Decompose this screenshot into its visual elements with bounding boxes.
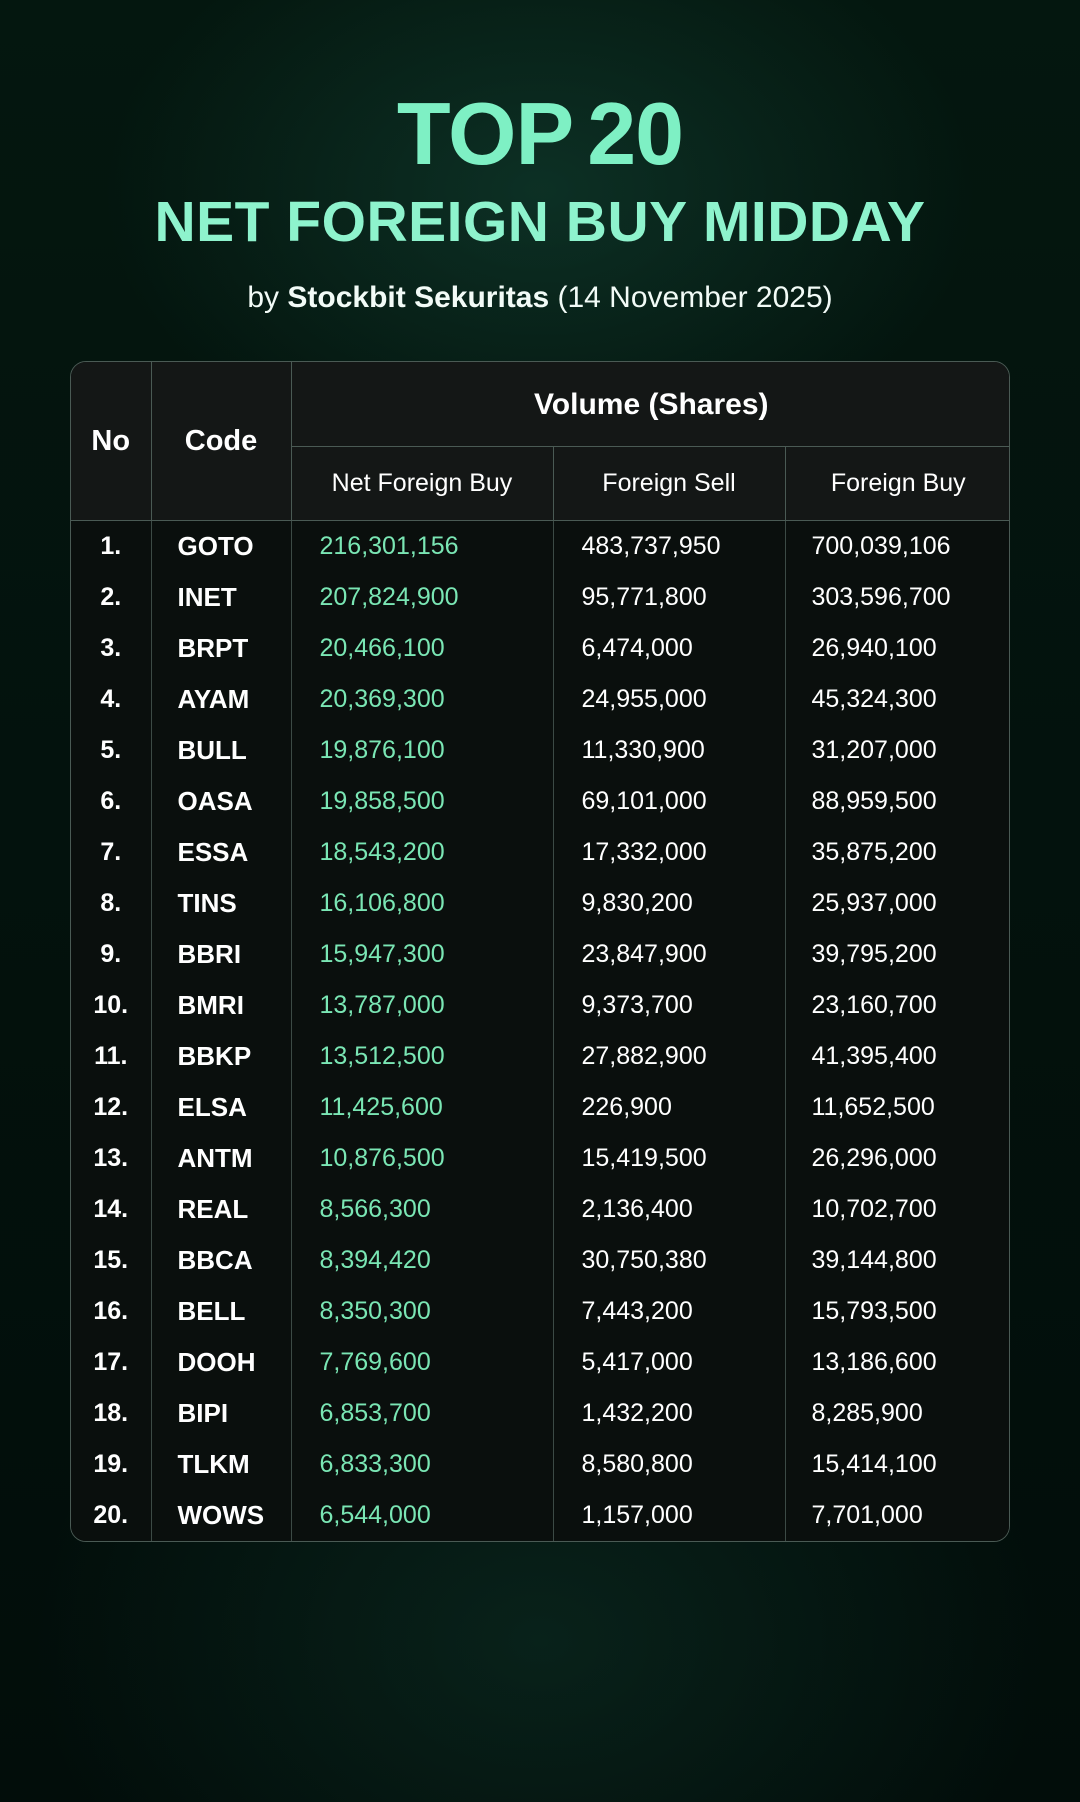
column-header-net-foreign-buy: Net Foreign Buy [291,447,553,521]
row-foreign-sell: 5,417,000 [553,1337,785,1388]
row-foreign-buy: 15,793,500 [785,1286,1010,1337]
column-header-no: No [71,362,151,520]
table-row [71,521,1010,572]
row-net-foreign-buy: 7,769,600 [291,1337,553,1388]
row-foreign-sell: 9,373,700 [553,980,785,1031]
table-body [71,521,1010,1541]
row-number: 20. [71,1490,151,1541]
byline [0,281,1080,315]
row-number: 6. [71,776,151,827]
row-number: 18. [71,1388,151,1439]
row-foreign-buy: 10,702,700 [785,1184,1010,1235]
row-number: 11. [71,1031,151,1082]
row-number: 12. [71,1082,151,1133]
table-row [71,1388,1010,1439]
row-foreign-sell: 483,737,950 [553,521,785,572]
row-foreign-sell: 27,882,900 [553,1031,785,1082]
table-row [71,1133,1010,1184]
row-ticker-code: REAL [151,1184,291,1235]
row-foreign-sell: 95,771,800 [553,572,785,623]
row-number: 7. [71,827,151,878]
title-number: 20 [587,84,684,183]
row-foreign-buy: 41,395,400 [785,1031,1010,1082]
row-net-foreign-buy: 20,466,100 [291,623,553,674]
row-foreign-buy: 26,940,100 [785,623,1010,674]
row-foreign-sell: 23,847,900 [553,929,785,980]
row-foreign-sell: 15,419,500 [553,1133,785,1184]
row-ticker-code: BBCA [151,1235,291,1286]
table-row [71,725,1010,776]
row-net-foreign-buy: 207,824,900 [291,572,553,623]
row-number: 15. [71,1235,151,1286]
row-foreign-buy: 7,701,000 [785,1490,1010,1541]
row-ticker-code: BULL [151,725,291,776]
row-foreign-buy: 45,324,300 [785,674,1010,725]
row-net-foreign-buy: 19,876,100 [291,725,553,776]
row-ticker-code: DOOH [151,1337,291,1388]
row-ticker-code: GOTO [151,521,291,572]
row-ticker-code: ANTM [151,1133,291,1184]
row-ticker-code: AYAM [151,674,291,725]
row-foreign-buy: 303,596,700 [785,572,1010,623]
row-foreign-buy: 23,160,700 [785,980,1010,1031]
table-row [71,1184,1010,1235]
row-net-foreign-buy: 10,876,500 [291,1133,553,1184]
page-title [0,84,1080,183]
row-net-foreign-buy: 18,543,200 [291,827,553,878]
row-net-foreign-buy: 13,787,000 [291,980,553,1031]
row-ticker-code: INET [151,572,291,623]
column-header-code: Code [151,362,291,520]
table-row [71,1286,1010,1337]
row-net-foreign-buy: 20,369,300 [291,674,553,725]
row-ticker-code: BELL [151,1286,291,1337]
row-foreign-buy: 39,144,800 [785,1235,1010,1286]
column-group-header-volume: Volume (Shares) [291,362,1010,447]
row-foreign-buy: 88,959,500 [785,776,1010,827]
row-net-foreign-buy: 16,106,800 [291,878,553,929]
row-foreign-buy: 25,937,000 [785,878,1010,929]
table-row [71,674,1010,725]
row-foreign-sell: 7,443,200 [553,1286,785,1337]
row-ticker-code: WOWS [151,1490,291,1541]
row-foreign-buy: 700,039,106 [785,521,1010,572]
row-ticker-code: BRPT [151,623,291,674]
row-number: 14. [71,1184,151,1235]
table-head [71,362,1010,521]
row-ticker-code: BMRI [151,980,291,1031]
row-number: 9. [71,929,151,980]
row-number: 5. [71,725,151,776]
row-foreign-buy: 35,875,200 [785,827,1010,878]
column-header-foreign-sell: Foreign Sell [553,447,785,521]
table-row [71,572,1010,623]
table-row [71,980,1010,1031]
row-net-foreign-buy: 15,947,300 [291,929,553,980]
row-ticker-code: BBKP [151,1031,291,1082]
row-net-foreign-buy: 8,350,300 [291,1286,553,1337]
title-word-top: TOP [396,84,574,183]
row-net-foreign-buy: 6,544,000 [291,1490,553,1541]
row-foreign-buy: 31,207,000 [785,725,1010,776]
table-row [71,776,1010,827]
row-ticker-code: ELSA [151,1082,291,1133]
table-row [71,929,1010,980]
row-net-foreign-buy: 13,512,500 [291,1031,553,1082]
table-head-row-group [71,362,1010,447]
table-row [71,1337,1010,1388]
table-row [71,1439,1010,1490]
row-foreign-sell: 11,330,900 [553,725,785,776]
row-foreign-sell: 2,136,400 [553,1184,785,1235]
row-number: 8. [71,878,151,929]
row-number: 2. [71,572,151,623]
row-number: 13. [71,1133,151,1184]
row-net-foreign-buy: 216,301,156 [291,521,553,572]
table-row [71,878,1010,929]
row-foreign-buy: 39,795,200 [785,929,1010,980]
row-number: 3. [71,623,151,674]
row-number: 4. [71,674,151,725]
row-ticker-code: BBRI [151,929,291,980]
byline-date: (14 November 2025) [549,281,833,315]
row-foreign-buy: 11,652,500 [785,1082,1010,1133]
row-ticker-code: ESSA [151,827,291,878]
header [0,0,1080,315]
row-foreign-sell: 1,157,000 [553,1490,785,1541]
row-foreign-buy: 26,296,000 [785,1133,1010,1184]
page-subtitle: NET FOREIGN BUY MIDDAY [154,189,926,254]
byline-brand: Stockbit Sekuritas [287,281,550,315]
row-foreign-sell: 9,830,200 [553,878,785,929]
row-number: 17. [71,1337,151,1388]
row-ticker-code: TINS [151,878,291,929]
row-foreign-sell: 1,432,200 [553,1388,785,1439]
row-net-foreign-buy: 6,833,300 [291,1439,553,1490]
row-ticker-code: OASA [151,776,291,827]
row-foreign-sell: 69,101,000 [553,776,785,827]
table-row [71,1235,1010,1286]
row-number: 1. [71,521,151,572]
table-row [71,1082,1010,1133]
row-net-foreign-buy: 19,858,500 [291,776,553,827]
table-row [71,1490,1010,1541]
row-ticker-code: BIPI [151,1388,291,1439]
row-net-foreign-buy: 11,425,600 [291,1082,553,1133]
row-foreign-sell: 8,580,800 [553,1439,785,1490]
row-foreign-sell: 30,750,380 [553,1235,785,1286]
table-row [71,1031,1010,1082]
row-number: 10. [71,980,151,1031]
row-number: 19. [71,1439,151,1490]
row-number: 16. [71,1286,151,1337]
table-row [71,623,1010,674]
row-net-foreign-buy: 8,394,420 [291,1235,553,1286]
row-foreign-buy: 15,414,100 [785,1439,1010,1490]
column-header-foreign-buy: Foreign Buy [785,447,1010,521]
net-foreign-buy-table [71,362,1010,1541]
row-foreign-sell: 6,474,000 [553,623,785,674]
row-foreign-sell: 226,900 [553,1082,785,1133]
byline-prefix: by [247,281,288,315]
row-foreign-sell: 24,955,000 [553,674,785,725]
row-foreign-sell: 17,332,000 [553,827,785,878]
table-row [71,827,1010,878]
row-net-foreign-buy: 8,566,300 [291,1184,553,1235]
row-ticker-code: TLKM [151,1439,291,1490]
row-foreign-buy: 8,285,900 [785,1388,1010,1439]
row-net-foreign-buy: 6,853,700 [291,1388,553,1439]
data-table-container [70,361,1010,1542]
row-foreign-buy: 13,186,600 [785,1337,1010,1388]
